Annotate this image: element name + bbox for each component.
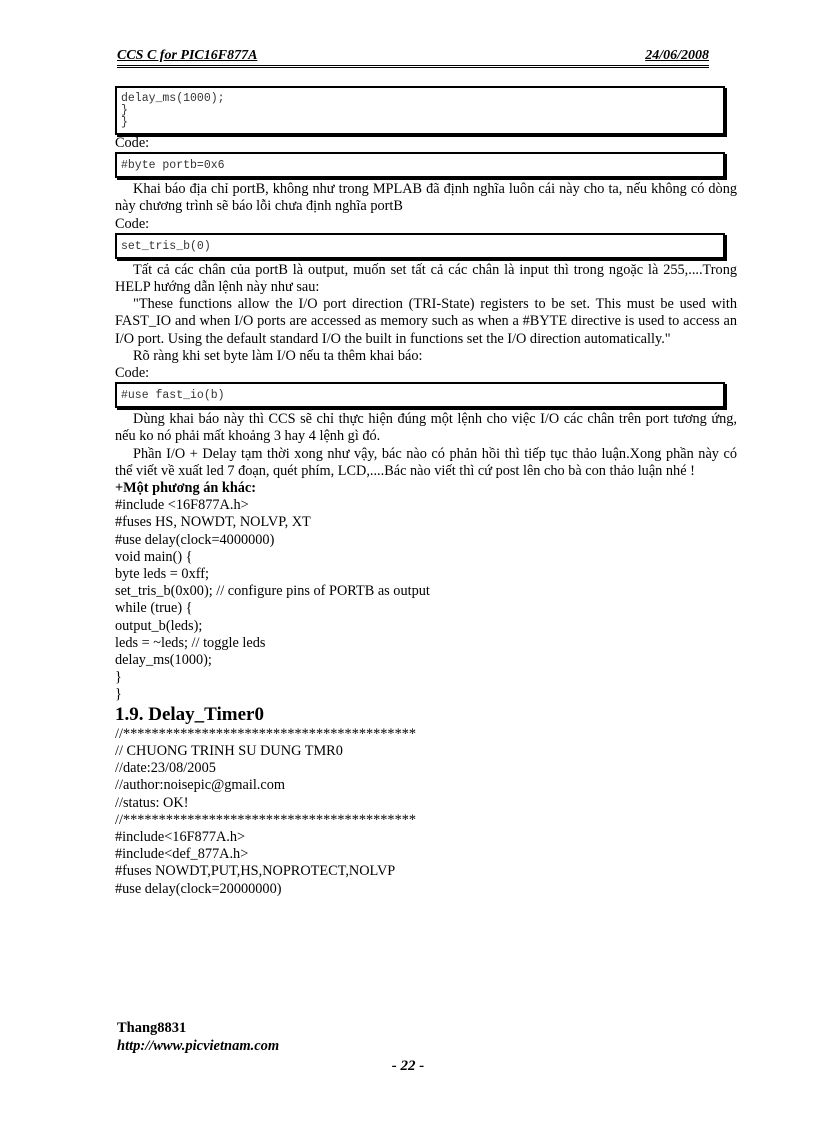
paragraph: Khai báo địa chỉ portB, không như trong MPLAB đã định nghĩa luôn cái này cho ta, nếu không có dòng này chương trình sẽ báo lỗi chưa định nghĩa portB [115, 181, 737, 215]
header-date: 24/06/2008 [645, 48, 709, 63]
code-line: #fuses HS, NOWDT, NOLVP, XT [115, 514, 311, 531]
code-line: //status: OK! [115, 794, 189, 811]
code-line: delay_ms(1000); [115, 652, 212, 669]
code-line: //***************************************** [115, 725, 417, 742]
code-line: #byte portb=0x6 [121, 159, 225, 173]
code-line: byte leds = 0xff; [115, 566, 209, 583]
code-line: #include<def_877A.h> [115, 846, 249, 863]
code-block-byte-portb [115, 152, 725, 178]
page-number: - 22 - [391, 1058, 425, 1074]
alt-code-listing [115, 497, 737, 703]
code-line: } [121, 104, 128, 117]
code-line: #use fast_io(b) [121, 389, 225, 403]
paragraph: Phần I/O + Delay tạm thời xong như vậy, bác nào có phản hồi thì tiếp tục thảo luận.Xong phần này có thể viết về xuất led 7 đoạn, quét phím, LCD,....Bác nào viết thì cứ post lên cho bà con thảo luận nhé ! [115, 445, 737, 479]
code-label: Code: [115, 135, 150, 151]
code-line: set_tris_b(0x00); // configure pins of PORTB as output [115, 583, 430, 600]
code-line: #fuses NOWDT,PUT,HS,NOPROTECT,NOLVP [115, 863, 396, 880]
paragraph: Rõ ràng khi set byte làm I/O nếu ta thêm khai báo: [133, 347, 423, 364]
code-line: #include <16F877A.h> [115, 497, 249, 514]
page-footer [117, 1019, 717, 1055]
code-line: while (true) { [115, 600, 193, 617]
paragraph: Tất cả các chân của portB là output, muốn set tất cả các chân là input thì trong ngoặc là 255,....Trong HELP hướng dẫn lệnh này như sau: [115, 261, 737, 296]
code-line: output_b(leds); [115, 617, 203, 634]
document-title: CCS C for PIC16F877A [117, 48, 258, 63]
page-header [117, 48, 709, 68]
code-line: #use delay(clock=4000000) [115, 531, 275, 548]
code-line: void main() { [115, 548, 193, 565]
timer-code-listing [115, 726, 737, 898]
alt-heading: +Một phương án khác: [115, 480, 257, 497]
code-line: delay_ms(1000); [121, 92, 225, 105]
code-line: set_tris_b(0) [121, 239, 211, 253]
quote-paragraph: "These functions allow the I/O port direction (TRI-State) registers to be set. This must be used with FAST_IO and when I/O ports are accessed as memory such as when a #BYTE directive is used to access an I/O port. Using the default standard I/O the built in functions set the I/O direction automatically." [115, 296, 737, 347]
code-label: Code: [115, 365, 150, 382]
paragraph: Dùng khai báo này thì CCS sẽ chỉ thực hiện đúng một lệnh cho việc I/O các chân trên port tương ứng, nếu ko nó phải mất khoảng 3 hay 4 lệnh gì đó. [115, 411, 737, 445]
footer-url: http://www.picvietnam.com [117, 1038, 280, 1054]
code-line: //***************************************** [115, 811, 417, 828]
code-line: } [115, 669, 122, 686]
code-line: #include<16F877A.h> [115, 828, 246, 845]
code-block-set-tris [115, 233, 725, 259]
code-line: // CHUONG TRINH SU DUNG TMR0 [115, 742, 343, 759]
code-line: leds = ~leds; // toggle leds [115, 634, 266, 651]
code-label: Code: [115, 215, 150, 232]
code-line: //author:noisepic@gmail.com [115, 777, 285, 794]
section-heading: 1.9. Delay_Timer0 [115, 703, 264, 725]
footer-author: Thang8831 [117, 1020, 187, 1036]
code-line: #use delay(clock=20000000) [115, 880, 282, 897]
code-line: //date:23/08/2005 [115, 760, 216, 777]
code-block-fast-io [115, 382, 725, 408]
page-content [115, 86, 737, 898]
code-line: } [121, 116, 128, 129]
code-block-delay [115, 86, 725, 135]
code-line: } [115, 686, 122, 703]
